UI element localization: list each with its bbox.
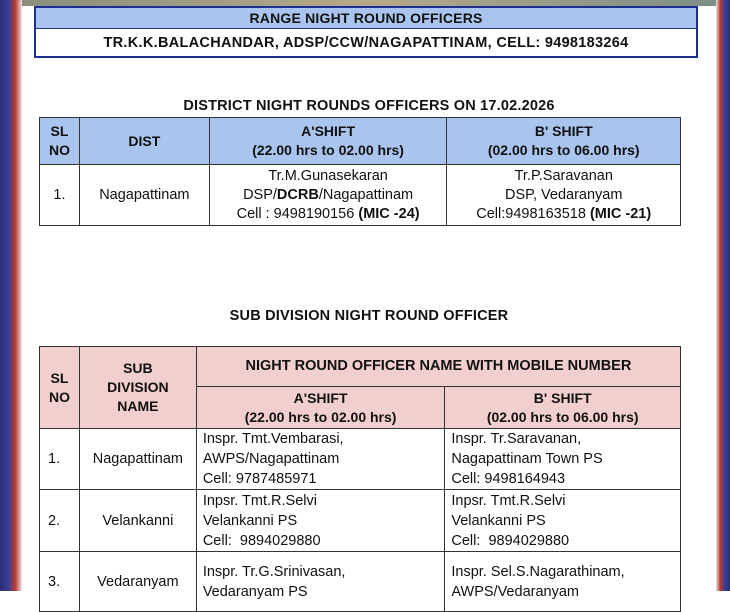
a-desig-bold: DCRB	[276, 186, 319, 203]
header-name: NAME	[117, 398, 159, 414]
a-officer-mic: (MIC -24)	[358, 205, 420, 222]
subdivision-header-row-1	[40, 347, 681, 387]
district-header-row	[40, 118, 681, 165]
district-table	[39, 117, 681, 226]
officer-line: Inspr. Sel.S.Nagarathinam,	[451, 563, 625, 580]
table-row	[40, 165, 681, 226]
a-desig-pre: DSP/	[243, 186, 277, 203]
a-shift-time: (22.00 hrs to 02.00 hrs)	[252, 142, 404, 158]
b-officer-mic: (MIC -21)	[589, 205, 652, 222]
b-officer-cell: Cell:9498163518	[476, 205, 590, 222]
header-division: DIVISION	[107, 379, 169, 395]
cell-sl: 2.	[40, 490, 80, 552]
a-officer-cell: Cell : 9498190156	[236, 205, 359, 222]
cell-a-officer	[209, 165, 447, 226]
header-officer-group: NIGHT ROUND OFFICER NAME WITH MOBILE NUMBER	[196, 347, 680, 387]
table-row	[40, 490, 681, 552]
cell-sl: 3.	[40, 552, 80, 612]
a-shift-label: A'SHIFT	[293, 389, 348, 406]
officer-cell: Cell: 9498164943	[451, 471, 566, 487]
cell-b-officer	[447, 165, 681, 226]
page-border-right	[716, 0, 730, 591]
officer-line: Nagapattinam Town PS	[451, 451, 603, 467]
header-dist: DIST	[79, 118, 209, 165]
officer-line: AWPS/Nagapattinam	[202, 451, 340, 467]
header-sl: SL	[50, 369, 69, 386]
a-desig-post: /Nagapattinam	[318, 186, 414, 203]
range-officer-box	[34, 6, 698, 58]
page-border-left	[0, 0, 22, 591]
header-sub: SUB	[123, 360, 153, 376]
subdivision-table	[39, 346, 681, 612]
header-b-shift	[445, 387, 681, 429]
b-shift-label: B' SHIFT	[533, 389, 592, 406]
cell-division: Velankanni	[79, 490, 196, 552]
header-sl: SL	[50, 123, 69, 139]
header-sub-division	[79, 347, 196, 429]
officer-line: AWPS/Vedaranyam	[451, 583, 579, 600]
officer-cell: Cell: 9894029880	[202, 532, 321, 549]
cell-division: Vedaranyam	[79, 552, 196, 612]
header-sl-no	[40, 118, 80, 165]
cell-b-officer	[445, 552, 681, 612]
cell-a-officer	[196, 552, 445, 612]
b-officer-desig: DSP, Vedaranyam	[505, 186, 623, 203]
range-heading: RANGE NIGHT ROUND OFFICERS	[36, 8, 696, 29]
header-b-shift	[447, 118, 681, 165]
header-a-shift	[196, 387, 445, 429]
officer-line: Inspr. Tr.Saravanan,	[451, 431, 582, 447]
b-shift-time: (02.00 hrs to 06.00 hrs)	[486, 408, 639, 425]
officer-line: Inspr. Tr.G.Srinivasan,	[202, 563, 346, 580]
cell-a-officer	[196, 490, 445, 552]
officer-cell: Cell: 9787485971	[202, 471, 317, 487]
table-row	[40, 429, 681, 490]
header-a-shift	[209, 118, 447, 165]
cell-b-officer	[445, 429, 681, 490]
header-sl-no	[40, 347, 80, 429]
b-shift-label: B' SHIFT	[534, 123, 593, 139]
subdivision-title: SUB DIVISION NIGHT ROUND OFFICER	[229, 308, 509, 324]
cell-sl: 1.	[40, 165, 80, 226]
officer-line: Inpsr. Tmt.R.Selvi	[451, 492, 566, 509]
a-shift-time: (22.00 hrs to 02.00 hrs)	[244, 408, 397, 425]
cell-b-officer	[445, 490, 681, 552]
officer-line: Inpsr. Tmt.R.Selvi	[202, 492, 317, 509]
cell-dist: Nagapattinam	[79, 165, 209, 226]
cell-a-officer	[196, 429, 445, 490]
officer-line: Velankanni PS	[202, 512, 298, 529]
cell-division: Nagapattinam	[79, 429, 196, 490]
a-shift-label: A'SHIFT	[301, 123, 356, 139]
cell-sl: 1.	[40, 429, 80, 490]
officer-cell: Cell: 9894029880	[451, 532, 570, 549]
header-no: NO	[48, 142, 70, 158]
document-page	[22, 6, 716, 600]
officer-line: Inspr. Tmt.Vembarasi,	[202, 431, 344, 447]
b-shift-time: (02.00 hrs to 06.00 hrs)	[487, 142, 640, 158]
b-officer-name: Tr.P.Saravanan	[514, 167, 613, 184]
header-no: NO	[48, 388, 70, 405]
officer-line: Vedaranyam PS	[202, 583, 308, 600]
a-officer-name: Tr.M.Gunasekaran	[268, 167, 388, 184]
range-officer-line: TR.K.K.BALACHANDAR, ADSP/CCW/NAGAPATTINAM, CELL: 9498183264	[103, 35, 629, 51]
officer-line: Velankanni PS	[451, 512, 546, 529]
table-row	[40, 552, 681, 612]
district-title: DISTRICT NIGHT ROUNDS OFFICERS ON 17.02.2026	[183, 98, 555, 114]
